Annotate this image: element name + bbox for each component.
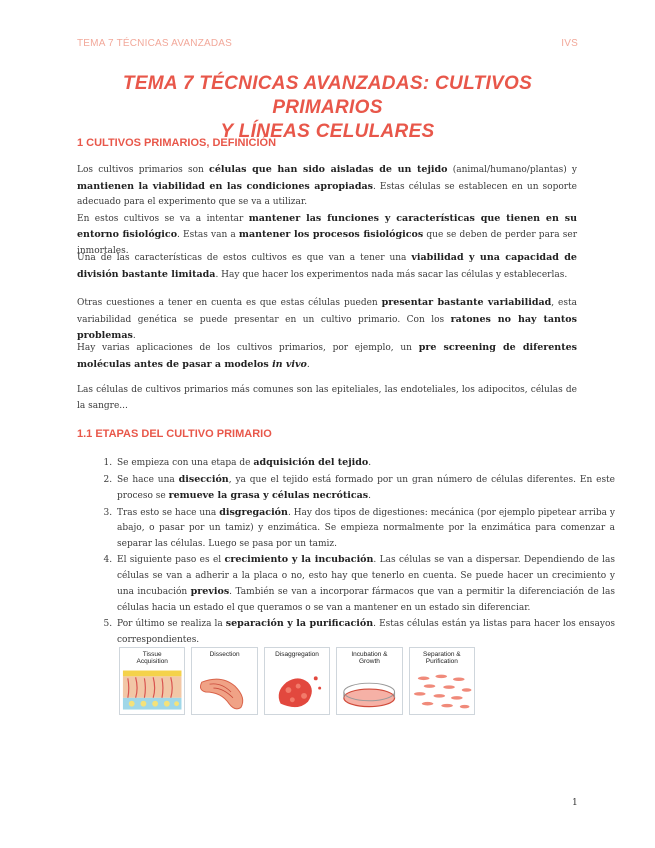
paragraph-applications: [77, 340, 577, 373]
panel-label: Separation & Purification: [423, 651, 461, 665]
dissected-tissue-icon: [192, 668, 256, 714]
bold-text: viabilidad y una capacidad de división bastante limitada: [77, 252, 577, 280]
figure-panel-tissue-acquisition: [119, 647, 185, 715]
figure-panel-disaggregation: [264, 647, 330, 715]
header-title: TEMA 7 TÉCNICAS AVANZADAS: [77, 38, 233, 49]
bold-text: crecimiento y la incubación: [224, 554, 374, 565]
text: que se deben de perder para ser inmortales.: [77, 230, 578, 256]
bold-text: remueve la grasa y células necróticas: [168, 490, 369, 501]
text: Una de las características de estos cultivos es que van a tener una: [77, 253, 412, 263]
text: Por último se realiza la: [117, 619, 226, 629]
bold-text: adquisición del tejido: [253, 457, 369, 468]
disaggregated-tissue-icon: [265, 668, 329, 714]
primary-culture-stages-figure: [119, 647, 475, 715]
italic-text: in vivo: [272, 358, 307, 370]
text: Tras esto se hace una: [117, 507, 220, 518]
bold-text: mantienen la viabilidad en las condiciones apropiadas: [77, 180, 373, 192]
figure-panel-separation-purification: [409, 647, 475, 715]
title-line-1: TEMA 7 TÉCNICAS AVANZADAS: CULTIVOS PRIMARIOS: [122, 73, 533, 118]
document-title: [77, 72, 578, 144]
bold-text: disgregación: [219, 506, 288, 518]
page-header: [77, 38, 578, 52]
text: . Estas van a: [177, 230, 239, 240]
list-item: [115, 472, 615, 505]
text: .: [132, 331, 136, 341]
bold-text: separación y la purificación: [225, 618, 374, 629]
purified-cells-icon: [410, 668, 474, 714]
bold-text: previos: [190, 586, 230, 597]
text: . Hay dos tipos de digestiones: mecánica (por ejemplo pipetear arriba y abajo, o pasar por un tamiz) y enzimática. Se empieza normalmente por la enzimática para comenzar a separar las células. Luego se pasa por un tamiz.: [117, 507, 615, 549]
header-author: IVS: [561, 38, 578, 49]
list-item: [115, 616, 615, 648]
culture-dish-icon: [337, 668, 401, 714]
text: . También se van a incorporar fármacos que van a permitir la diferenciación de las células hacia un estado el que queramos o se van a mantener en un estado sin diferenciar.: [117, 587, 615, 613]
text: . Estas células se establecen en un soporte adecuado para el experimento que se va a utilizar.: [77, 181, 577, 207]
text: .: [368, 458, 372, 468]
bold-text: células que han sido aisladas de un tejido: [209, 164, 448, 175]
text: .: [306, 359, 310, 370]
page-number: 1: [572, 798, 578, 808]
text: .: [368, 491, 372, 501]
bold-text: ratones no hay tantos problemas: [77, 313, 577, 341]
paragraph-variability: [77, 295, 577, 345]
text: Se hace una: [117, 474, 179, 485]
text: , ya que el tejido está formado por un gran número de células diferentes. En este proceso se: [117, 474, 616, 501]
paragraph-common-cells: Las células de cultivos primarios más comunes son las epiteliales, las endoteliales, los adipocitos, células de la sangre...: [77, 385, 577, 411]
bold-text: pre screening de diferentes moléculas antes de pasar a modelos: [77, 342, 577, 370]
figure-panel-incubation-growth: [336, 647, 402, 715]
text: . Hay que hacer los experimentos nada más sacar las células y establecerlas.: [215, 269, 568, 280]
text: Los cultivos primarios son: [77, 165, 210, 175]
section-heading-stages: 1.1 ETAPAS DEL CULTIVO PRIMARIO: [77, 428, 272, 440]
panel-label: Disaggregation: [275, 651, 319, 658]
title-line-2: Y LÍNEAS CELULARES: [220, 121, 435, 142]
bold-text: mantener las funciones y características que tienen en su entorno fisiológico: [77, 212, 577, 240]
list-item: [115, 505, 615, 553]
paragraph-viability: [77, 250, 577, 283]
paragraph-definition: [77, 162, 577, 259]
bold-text: mantener los procesos fisiológicos: [238, 229, 424, 240]
list-item: [115, 455, 615, 472]
text: . Las células se van a dispersar. Dependiendo de las células se van a adherir a la placa o no, esto hay que tenerlo en cuenta. Se puede hacer un crecimiento y una incubación: [117, 555, 615, 597]
text: (animal/humano/plantas) y: [447, 165, 578, 175]
text: Hay varias aplicaciones de los cultivos primarios, por ejemplo, un: [77, 343, 419, 353]
text: Se empieza con una etapa de: [117, 458, 254, 468]
bold-text: presentar bastante variabilidad: [381, 297, 552, 308]
stages-list: [77, 455, 615, 648]
panel-label: Tissue Acquisition: [136, 651, 168, 665]
panel-label: Dissection: [209, 651, 240, 658]
text: . Estas células están ya listas para hacer los ensayos correspondientes.: [117, 619, 615, 645]
tissue-section-icon: [120, 668, 184, 714]
figure-panel-dissection: [191, 647, 257, 715]
bold-text: disección: [178, 473, 229, 485]
text: El siguiente paso es el: [117, 555, 225, 565]
panel-label: Incubation & Growth: [351, 651, 388, 665]
section-heading-definition: 1 CULTIVOS PRIMARIOS, DEFINICIÓN: [77, 137, 277, 149]
list-item: [115, 552, 615, 616]
text: Otras cuestiones a tener en cuenta es que estas células pueden: [77, 298, 382, 308]
text: En estos cultivos se va a intentar: [77, 213, 249, 224]
text: , esta variabilidad genética se puede presentar en un cultivo primario. Con los: [77, 298, 577, 325]
